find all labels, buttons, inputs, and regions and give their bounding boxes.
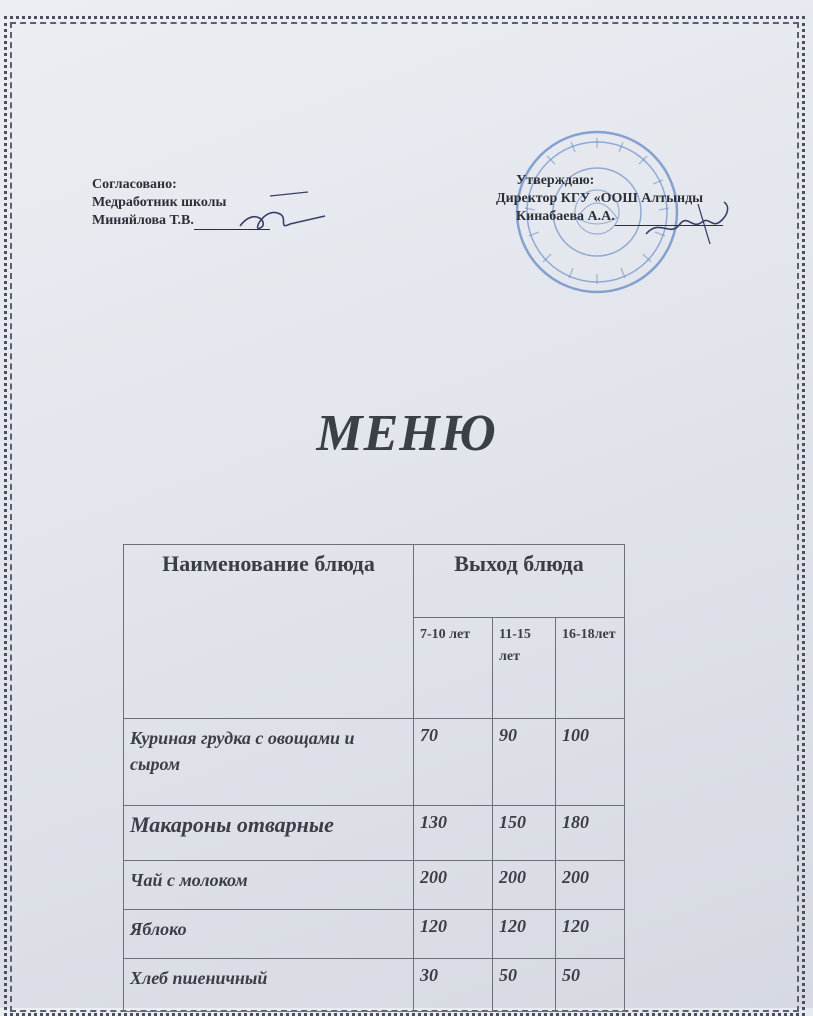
table-row [124, 806, 625, 861]
portion-value: 120 [556, 910, 625, 959]
dish-name: Яблоко [124, 910, 414, 959]
table-row [124, 959, 625, 1012]
portion-value: 90 [493, 719, 556, 806]
dish-name: Макароны отварные [124, 806, 414, 861]
table-row [124, 861, 625, 910]
portion-value: 30 [414, 959, 493, 1012]
portion-value: 120 [493, 910, 556, 959]
portion-value: 130 [414, 806, 493, 861]
header-age-2: 11-15 лет [493, 618, 556, 719]
approval-left-heading: Согласовано: [92, 177, 177, 192]
approval-right-heading: Утверждаю: [516, 173, 595, 188]
table-row [124, 719, 625, 806]
header-dish-name: Наименование блюда [124, 545, 414, 719]
approval-left-position: Медработник школы [92, 195, 227, 210]
header-age-1: 7-10 лет [414, 618, 493, 719]
approval-left-name: Миняйлова Т.В. [92, 213, 194, 228]
portion-value: 200 [493, 861, 556, 910]
approval-right-name: Кинабаева А.А. [516, 209, 615, 224]
signature-left-icon [230, 186, 330, 238]
portion-value: 100 [556, 719, 625, 806]
portion-value: 50 [493, 959, 556, 1012]
portion-value: 120 [414, 910, 493, 959]
portion-value: 200 [556, 861, 625, 910]
dish-name: Чай с молоком [124, 861, 414, 910]
table-row [124, 910, 625, 959]
dish-name: Хлеб пшеничный [124, 959, 414, 1012]
signature-right-icon [640, 194, 750, 250]
portion-value: 200 [414, 861, 493, 910]
approval-right-position: Директор КГУ «ООШ Алтынды [496, 191, 704, 206]
portion-value: 180 [556, 806, 625, 861]
menu-table [123, 544, 625, 1012]
header-age-3: 16-18лет [556, 618, 625, 719]
portion-value: 70 [414, 719, 493, 806]
page-title: МЕНЮ [316, 405, 497, 462]
dish-name: Куриная грудка с овощами и сыром [124, 719, 414, 806]
portion-value: 150 [493, 806, 556, 861]
header-output: Выход блюда [414, 545, 625, 618]
portion-value: 50 [556, 959, 625, 1012]
